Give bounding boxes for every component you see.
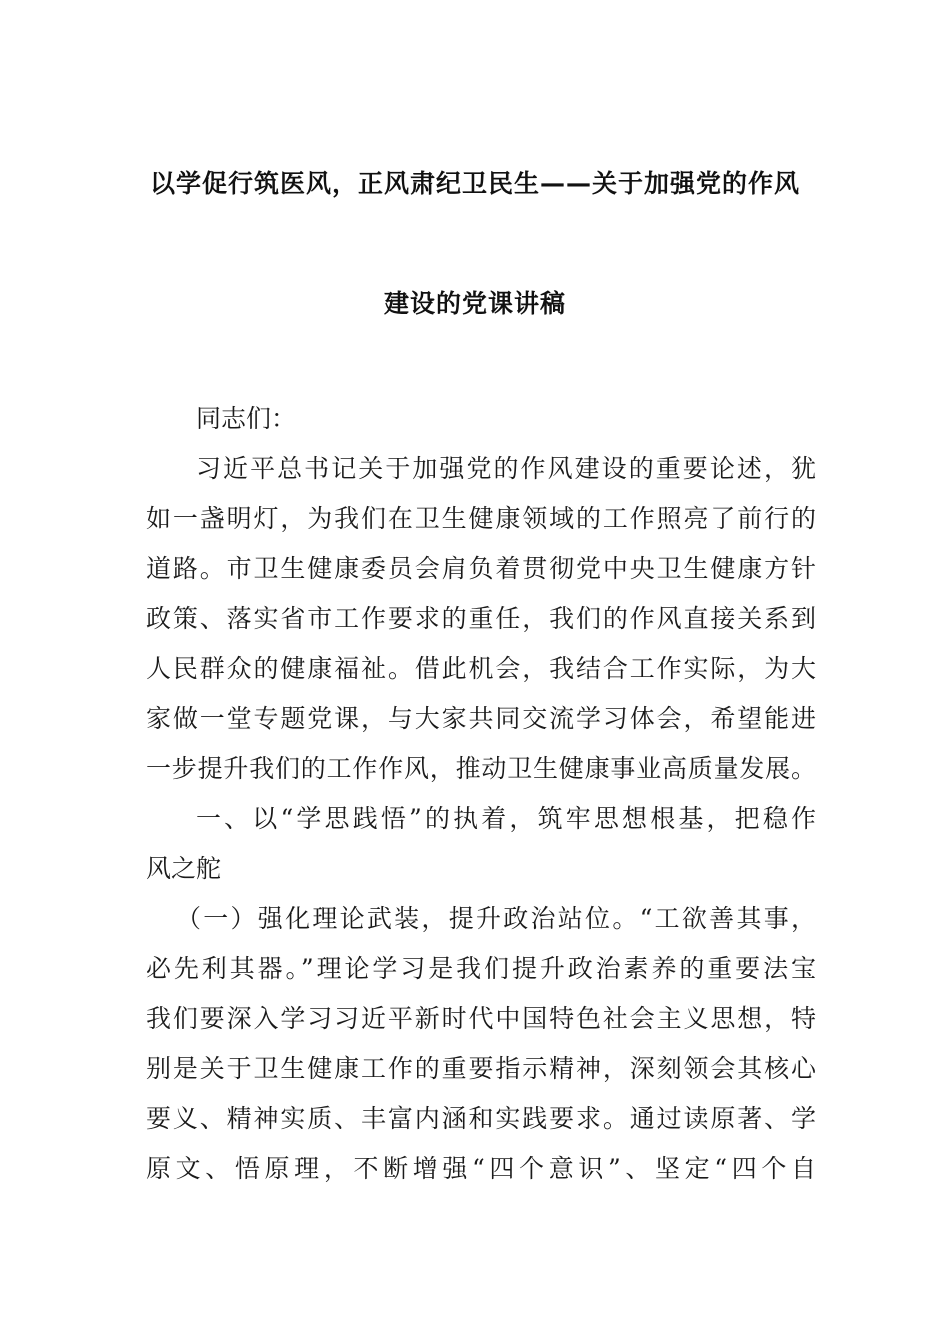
document-title-line-2: 建设的党课讲稿 (383, 289, 566, 318)
paragraph-line: 必先利其器。”理论学习是我们提升政治素养的重要法宝 (146, 954, 816, 983)
document-body (146, 394, 816, 1194)
subsection-line: （一）强化理论武装，提升政治站位。“工欲善其事， (176, 904, 816, 933)
document-title-line-1: 以学促行筑医风，正风肃纪卫民生——关于加强党的作风 (149, 169, 800, 198)
section-heading-line: 一、以“学思践悟”的执着，筑牢思想根基，把稳作 (196, 804, 816, 833)
paragraph-line: 别是关于卫生健康工作的重要指示精神，深刻领会其核心 (146, 1054, 816, 1083)
paragraph-line: 一步提升我们的工作作风，推动卫生健康事业高质量发展。 (146, 754, 816, 783)
section-heading-line: 风之舵 (146, 854, 222, 883)
salutation: 同志们： (196, 404, 297, 433)
paragraph-line: 如一盏明灯，为我们在卫生健康领域的工作照亮了前行的 (146, 504, 816, 533)
paragraph-line: 政策、落实省市工作要求的重任，我们的作风直接关系到 (146, 604, 816, 633)
paragraph-line: 习近平总书记关于加强党的作风建设的重要论述，犹 (196, 454, 816, 483)
paragraph-line: 原文、悟原理，不断增强“四个意识”、坚定“四个自 (146, 1154, 816, 1183)
paragraph-line: 道路。市卫生健康委员会肩负着贯彻党中央卫生健康方针 (146, 554, 816, 583)
paragraph-line: 要义、精神实质、丰富内涵和实践要求。通过读原著、学 (146, 1104, 816, 1133)
paragraph-line: 人民群众的健康福祉。借此机会，我结合工作实际，为大 (146, 654, 816, 683)
paragraph-line: 我们要深入学习习近平新时代中国特色社会主义思想，特 (146, 1004, 816, 1033)
paragraph-line: 家做一堂专题党课，与大家共同交流学习体会，希望能进 (146, 704, 816, 733)
